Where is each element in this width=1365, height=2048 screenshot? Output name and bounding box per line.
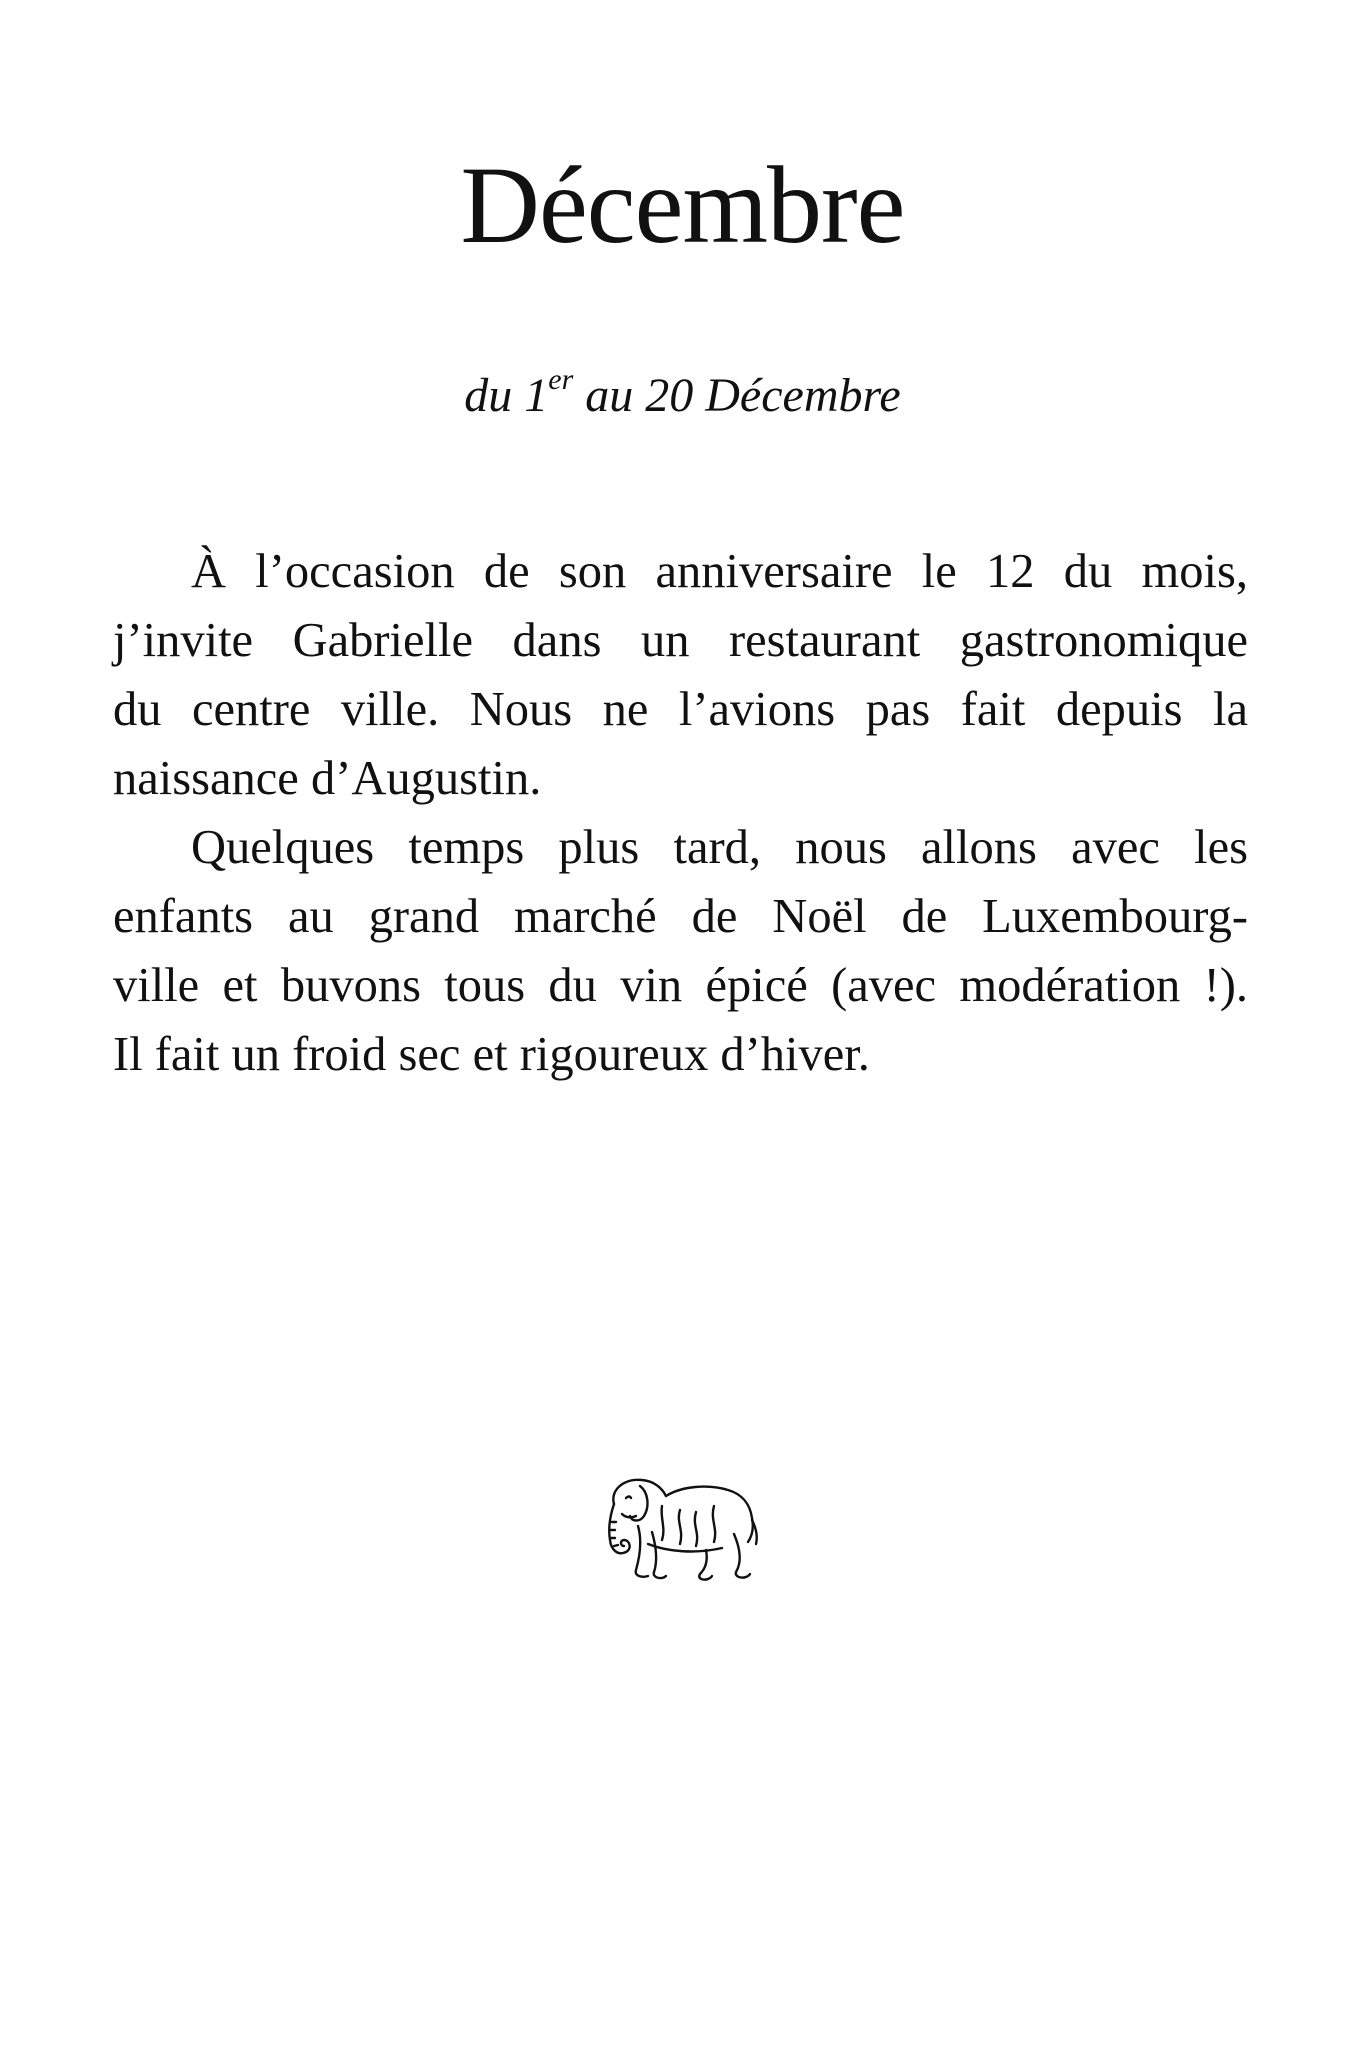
text-line: du centre ville. Nous ne l’avions pas fait depuis la: [113, 683, 1248, 736]
text-line: naissance d’Augustin.: [113, 752, 542, 805]
date-range-prefix: du 1: [464, 369, 549, 422]
text-line: À l’occasion de son anniversaire le 12 du mois,: [191, 545, 1248, 598]
paragraph: [113, 537, 1248, 813]
paragraph: [113, 813, 1248, 1089]
date-range: [0, 363, 1365, 422]
body-text: [113, 537, 1248, 1089]
text-line: Il fait un froid sec et rigoureux d’hiver.: [113, 1028, 870, 1081]
text-line: enfants au grand marché de Noël de Luxembourg-: [113, 890, 1248, 943]
elephant-icon: [596, 1470, 766, 1590]
date-range-suffix: au 20 Décembre: [573, 369, 901, 422]
text-line: ville et buvons tous du vin épicé (avec modération !).: [113, 959, 1248, 1012]
chapter-title: Décembre: [460, 144, 905, 266]
date-range-superscript: er: [548, 363, 574, 396]
text-line: j’invite Gabrielle dans un restaurant gastronomique: [113, 614, 1248, 667]
text-line: Quelques temps plus tard, nous allons avec les: [191, 821, 1248, 874]
